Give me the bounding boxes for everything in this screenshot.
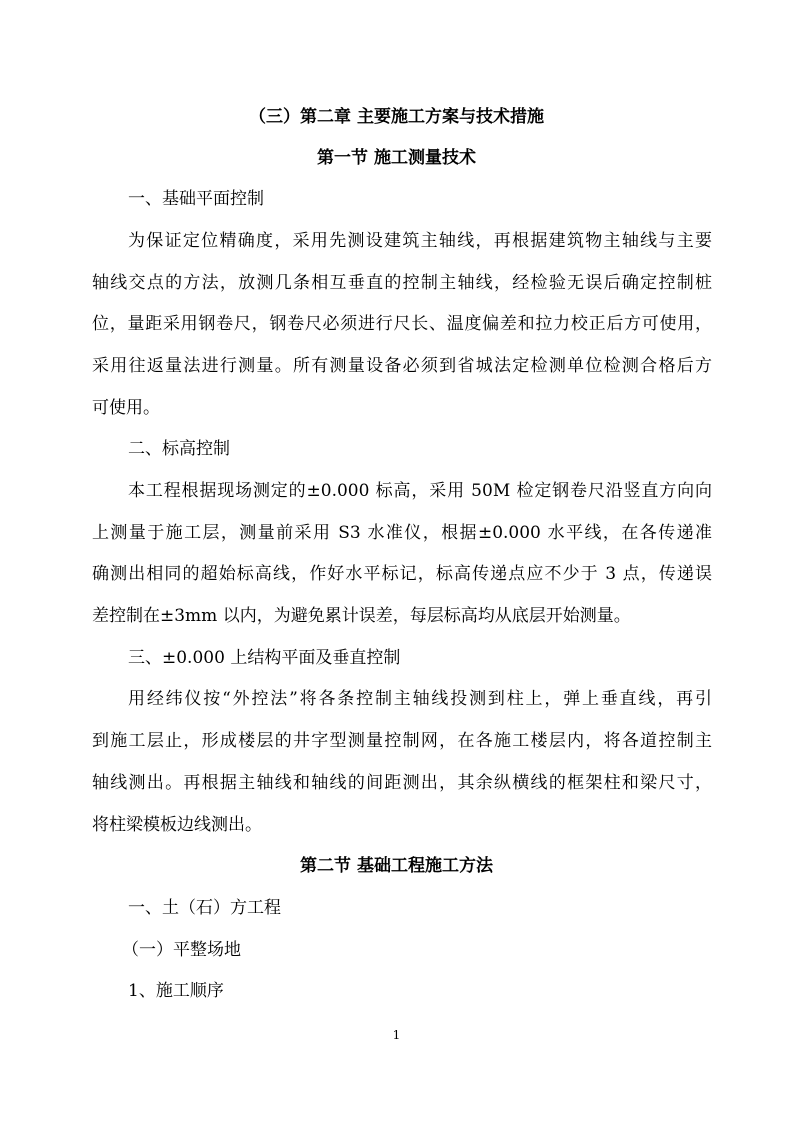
paragraph-line: 采用往返量法进行测量。所有测量设备必须到省城法定检测单位检测合格后方 [92,356,712,376]
chapter-title: （三）第二章 主要施工方案与技术措施 [249,107,544,127]
paragraph-line: 差控制在±3mm 以内，为避免累计误差，每层标高均从底层开始测量。 [92,606,631,626]
subsection-heading: 二、标高控制 [128,439,230,459]
section-title: 第二节 基础工程施工方法 [300,856,493,876]
paragraph-line: 轴线测出。再根据主轴线和轴线的间距测出，其余纵横线的框架柱和梁尺寸， [92,773,712,793]
paragraph-line: 本工程根据现场测定的±0.000 标高，采用 50M 检定钢卷尺沿竖直方向向 [128,481,712,501]
paragraph-line: 轴线交点的方法，放测几条相互垂直的控制主轴线，经检验无误后确定控制桩 [92,273,712,293]
subsection-heading: 一、基础平面控制 [128,189,264,209]
paragraph-line: 可使用。 [92,398,160,418]
subsection-heading: 三、±0.000 上结构平面及垂直控制 [128,648,401,668]
paragraph-line: 用经纬仪按“外控法”将各条控制主轴线投测到柱上，弹上垂直线，再引 [128,689,712,709]
paragraph-line: 将柱梁模板边线测出。 [92,815,262,835]
subsection-heading: 1、施工顺序 [128,981,224,1001]
subsection-heading: 一、土（石）方工程 [128,898,281,918]
paragraph-line: 确测出相同的超始标高线，作好水平标记，标高传递点应不少于 3 点，传递误 [92,564,712,584]
paragraph-line: 位，量距采用钢卷尺，钢卷尺必须进行尺长、温度偏差和拉力校正后方可使用， [92,314,712,334]
page-number: 1 [392,1028,401,1042]
paragraph-line: 为保证定位精确度，采用先测设建筑主轴线，再根据建筑物主轴线与主要 [128,231,712,251]
subsection-heading: （一）平整场地 [122,940,241,960]
paragraph-line: 上测量于施工层，测量前采用 S3 水准仪，根据±0.000 水平线，在各传递准 [92,523,712,543]
paragraph-line: 到施工层止，形成楼层的井字型测量控制网，在各施工楼层内，将各道控制主 [92,731,712,751]
section-title: 第一节 施工测量技术 [317,148,476,168]
